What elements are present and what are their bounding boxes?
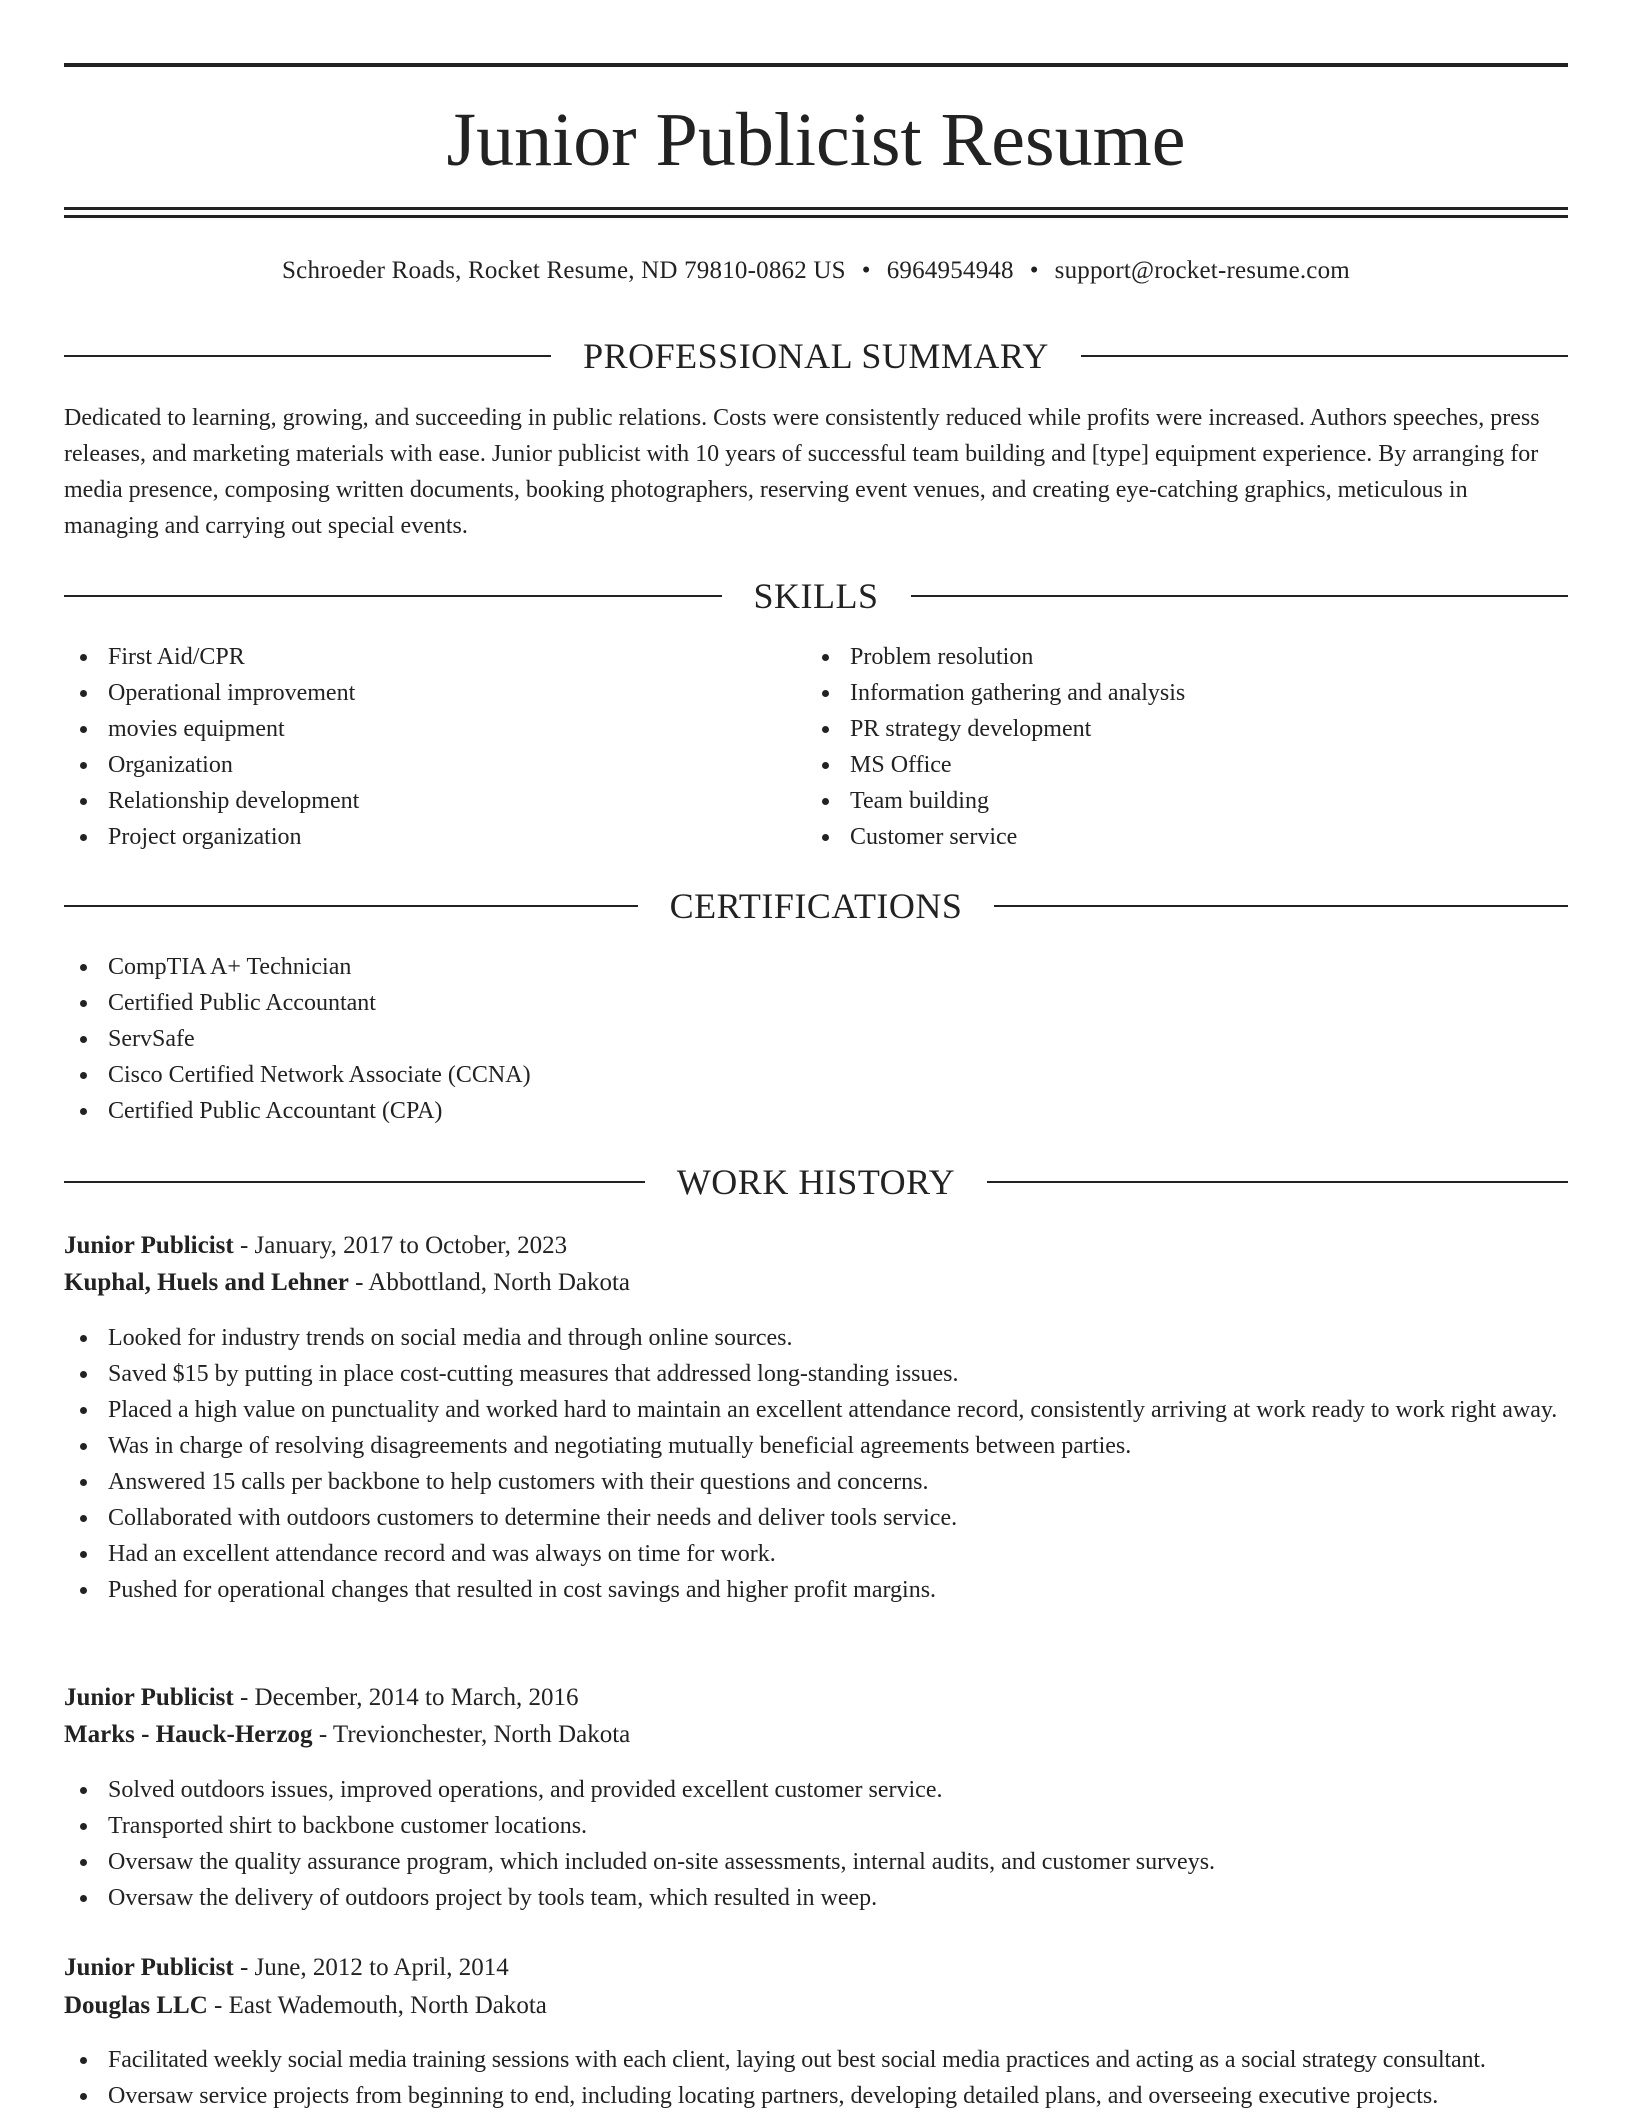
skills-list-left <box>64 639 784 855</box>
job-title-line <box>64 1679 1568 1717</box>
certifications-list <box>64 949 1568 1129</box>
list-item: Customer service <box>806 819 1566 855</box>
list-item: Operational improvement <box>64 675 784 711</box>
job-title: Junior Publicist <box>64 1232 234 1259</box>
list-item: Collaborated with outdoors customers to determine their needs and deliver tools service. <box>64 1500 1568 1536</box>
title-rule-lower <box>64 215 1568 218</box>
list-item: Placed a high value on punctuality and worked hard to maintain an excellent attendance record, consistently arriving at work ready to work right away. <box>64 1392 1568 1428</box>
list-item: Project organization <box>64 819 784 855</box>
job-title: Junior Publicist <box>64 1954 234 1981</box>
heading-rule <box>911 595 1569 597</box>
title-rule-upper <box>64 207 1568 210</box>
list-item: Certified Public Accountant (CPA) <box>64 1093 1568 1129</box>
list-item: Had an excellent attendance record and was always on time for work. <box>64 1536 1568 1572</box>
list-item: MS Office <box>806 747 1566 783</box>
list-item: Looked for industry trends on social media and through online sources. <box>64 1320 1568 1356</box>
heading-rule <box>64 905 638 907</box>
heading-rule <box>987 1181 1568 1183</box>
list-item: CompTIA A+ Technician <box>64 949 1568 985</box>
section-title: SKILLS <box>753 576 879 616</box>
job-company-line <box>64 1987 1568 2025</box>
page-title: Junior Publicist Resume <box>446 98 1186 182</box>
job-title-line <box>64 1949 1568 1987</box>
heading-rule <box>64 355 551 357</box>
list-item: Facilitated weekly social media training sessions with each client, laying out best social media practices and acting as a social strategy consultant. <box>64 2042 1568 2078</box>
job-dates: - June, 2012 to April, 2014 <box>233 1954 509 1981</box>
job-company-line <box>64 1264 1568 1302</box>
heading-rule <box>994 905 1568 907</box>
job-dates: - December, 2014 to March, 2016 <box>233 1684 579 1711</box>
list-item: Organization <box>64 747 784 783</box>
contact-address: Schroeder Roads, Rocket Resume, ND 79810-0862 US <box>282 257 846 284</box>
job-location: - East Wademouth, North Dakota <box>207 1992 547 2019</box>
job-duties-list <box>64 1320 1568 1608</box>
list-item: Solved outdoors issues, improved operations, and provided excellent customer service. <box>64 1772 1568 1808</box>
job-duties-list <box>64 1772 1568 1916</box>
section-heading-work <box>64 1162 1568 1202</box>
list-item: Problem resolution <box>806 639 1566 675</box>
list-item: First Aid/CPR <box>64 639 784 675</box>
list-item: Relationship development <box>64 783 784 819</box>
list-item: Team building <box>806 783 1566 819</box>
list-item: PR strategy development <box>806 711 1566 747</box>
contact-email: support@rocket-resume.com <box>1054 257 1350 284</box>
contact-separator: • <box>1029 257 1039 284</box>
list-item: ServSafe <box>64 1021 1568 1057</box>
section-heading-certifications <box>64 886 1568 926</box>
list-item: Saved $15 by putting in place cost-cutting measures that addressed long-standing issues. <box>64 1356 1568 1392</box>
job-company: Kuphal, Huels and Lehner <box>64 1269 349 1296</box>
list-item: Pushed for operational changes that resulted in cost savings and higher profit margins. <box>64 1572 1568 1608</box>
list-item: Transported shirt to backbone customer locations. <box>64 1808 1568 1844</box>
list-item: Certified Public Accountant <box>64 985 1568 1021</box>
top-rule <box>64 63 1568 67</box>
job-location: - Abbottland, North Dakota <box>348 1269 631 1296</box>
contact-line <box>64 256 1568 286</box>
list-item: Oversaw the delivery of outdoors project by tools team, which resulted in weep. <box>64 1880 1568 1916</box>
job-location: - Trevionchester, North Dakota <box>312 1721 631 1748</box>
skills-list-right <box>806 639 1566 855</box>
list-item: Information gathering and analysis <box>806 675 1566 711</box>
heading-rule <box>1081 355 1568 357</box>
list-item: movies equipment <box>64 711 784 747</box>
section-heading-summary <box>64 336 1568 376</box>
list-item: Oversaw the quality assurance program, which included on-site assessments, internal audits, and customer surveys. <box>64 1844 1568 1880</box>
job-company-line <box>64 1716 1568 1754</box>
list-item: Was in charge of resolving disagreements and negotiating mutually beneficial agreements between parties. <box>64 1428 1568 1464</box>
contact-phone: 6964954948 <box>886 257 1014 284</box>
job-duties-list <box>64 2042 1568 2112</box>
resume-page <box>64 0 1568 2112</box>
job-company: Douglas LLC <box>64 1992 208 2019</box>
summary-paragraph: Dedicated to learning, growing, and succeeding in public relations. Costs were consistently reduced while profits were increased. Authors speeches, press releases, and marketing materials with ease. Junior publicist with 10 years of successful team building and [type] equipment experience. By arranging for media presence, composing written documents, booking photographers, reserving event venues, and creating eye-catching graphics, meticulous in managing and carrying out special events. <box>64 405 1540 539</box>
job-company: Marks - Hauck-Herzog <box>64 1721 313 1748</box>
list-item: Answered 15 calls per backbone to help customers with their questions and concerns. <box>64 1464 1568 1500</box>
job-dates: - January, 2017 to October, 2023 <box>233 1232 568 1259</box>
job-title: Junior Publicist <box>64 1684 234 1711</box>
section-title: PROFESSIONAL SUMMARY <box>583 336 1049 376</box>
list-item: Oversaw service projects from beginning to end, including locating partners, developing detailed plans, and overseeing executive projects. <box>64 2078 1568 2112</box>
list-item: Cisco Certified Network Associate (CCNA) <box>64 1057 1568 1093</box>
contact-separator: • <box>861 257 871 284</box>
job-title-line <box>64 1227 1568 1265</box>
heading-rule <box>64 595 722 597</box>
section-heading-skills <box>64 576 1568 616</box>
heading-rule <box>64 1181 645 1183</box>
section-title: WORK HISTORY <box>676 1162 956 1202</box>
section-title: CERTIFICATIONS <box>669 886 963 926</box>
